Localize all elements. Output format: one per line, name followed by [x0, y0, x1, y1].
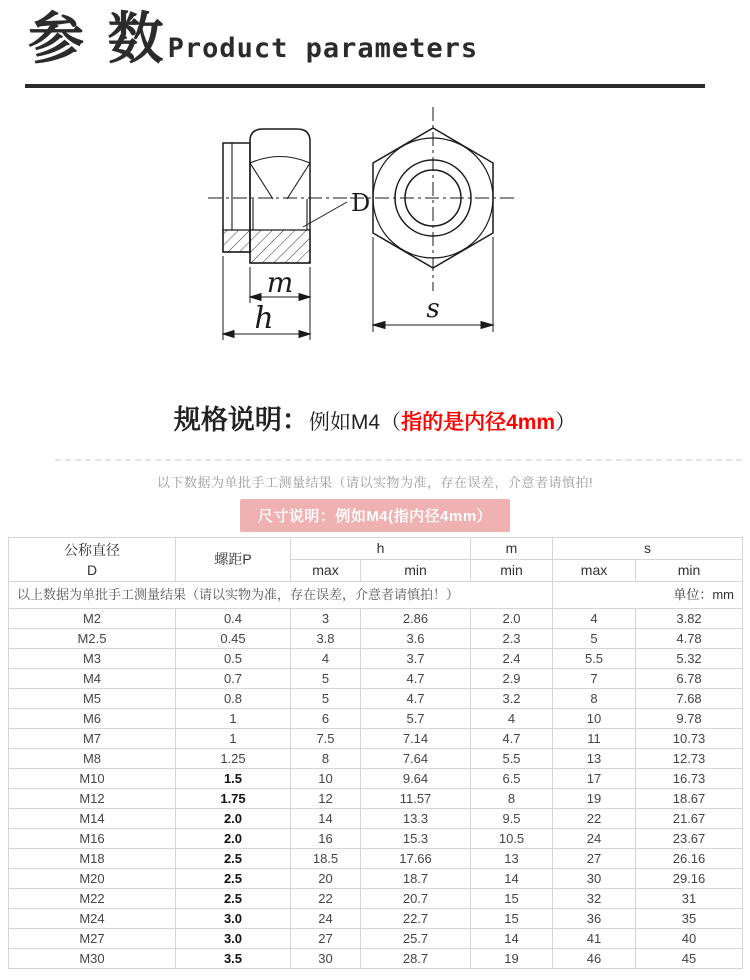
- table-row: [9, 789, 743, 809]
- spec-explanation: [0, 398, 750, 437]
- table-row: [9, 769, 743, 789]
- cell-pitch: 1.75: [176, 789, 291, 809]
- cell-s-max: 24: [553, 829, 636, 849]
- cell-h-min: 4.7: [361, 689, 471, 709]
- cell-pitch: 2.5: [176, 869, 291, 889]
- table-row: [9, 709, 743, 729]
- cell-h-max: 27: [291, 929, 361, 949]
- cell-h-min: 9.64: [361, 769, 471, 789]
- spec-suffix: ）: [555, 411, 577, 434]
- cell-s-max: 5.5: [553, 649, 636, 669]
- cell-s-max: 27: [553, 849, 636, 869]
- cell-h-max: 30: [291, 949, 361, 969]
- cell-d: M22: [9, 889, 176, 909]
- cell-s-min: 5.32: [636, 649, 743, 669]
- cell-s-max: 32: [553, 889, 636, 909]
- page-header: [28, 8, 478, 70]
- cell-d: M3: [9, 649, 176, 669]
- table-row: [9, 609, 743, 629]
- measurement-disclaimer: 以下数据为单批手工测量结果（请以实物为准，存在误差，介意者请慎拍!: [156, 475, 594, 490]
- cell-h-max: 12: [291, 789, 361, 809]
- cell-m-min: 2.4: [471, 649, 553, 669]
- cell-m-min: 9.5: [471, 809, 553, 829]
- cell-pitch: 3.0: [176, 909, 291, 929]
- dim-label-d: D: [351, 189, 371, 217]
- cell-pitch: 3.5: [176, 949, 291, 969]
- cell-m-min: 10.5: [471, 829, 553, 849]
- cell-pitch: 0.7: [176, 669, 291, 689]
- cell-s-min: 4.78: [636, 629, 743, 649]
- cell-s-min: 35: [636, 909, 743, 929]
- cell-m-min: 15: [471, 889, 553, 909]
- cell-h-min: 4.7: [361, 669, 471, 689]
- cell-h-max: 7.5: [291, 729, 361, 749]
- col-header-diameter-symbol: D: [86, 561, 98, 578]
- cell-pitch: 0.4: [176, 609, 291, 629]
- cell-m-min: 15: [471, 909, 553, 929]
- cell-s-min: 7.68: [636, 689, 743, 709]
- cell-m-min: 2.9: [471, 669, 553, 689]
- cell-s-min: 10.73: [636, 729, 743, 749]
- cell-h-max: 16: [291, 829, 361, 849]
- cell-h-max: 22: [291, 889, 361, 909]
- side-section-view: [208, 129, 362, 263]
- cell-s-min: 45: [636, 949, 743, 969]
- cell-h-max: 14: [291, 809, 361, 829]
- cell-h-min: 25.7: [361, 929, 471, 949]
- page-title-cn: 参 数: [28, 7, 168, 70]
- cell-h-max: 20: [291, 869, 361, 889]
- cell-h-max: 24: [291, 909, 361, 929]
- cell-d: M27: [9, 929, 176, 949]
- cell-h-min: 7.14: [361, 729, 471, 749]
- cell-d: M30: [9, 949, 176, 969]
- cell-s-max: 46: [553, 949, 636, 969]
- cell-m-min: 2.0: [471, 609, 553, 629]
- cell-pitch: 2.0: [176, 809, 291, 829]
- cell-d: M6: [9, 709, 176, 729]
- cell-s-max: 13: [553, 749, 636, 769]
- table-row: [9, 909, 743, 929]
- table-row: [9, 749, 743, 769]
- cell-h-max: 6: [291, 709, 361, 729]
- subcol-m-min: min: [471, 560, 553, 582]
- table-row: [9, 889, 743, 909]
- cell-d: M24: [9, 909, 176, 929]
- cell-d: M8: [9, 749, 176, 769]
- cell-s-max: 5: [553, 629, 636, 649]
- cell-h-max: 5: [291, 689, 361, 709]
- header-divider: [25, 84, 705, 88]
- spec-highlight-red: 指的是内径4mm: [401, 411, 556, 434]
- subcol-s-min: min: [636, 560, 743, 582]
- cell-d: M14: [9, 809, 176, 829]
- cell-h-min: 3.6: [361, 629, 471, 649]
- cell-s-min: 31: [636, 889, 743, 909]
- dashed-divider: [55, 459, 742, 461]
- front-view: [350, 107, 516, 291]
- cell-h-min: 28.7: [361, 949, 471, 969]
- cell-m-min: 8: [471, 789, 553, 809]
- cell-h-max: 10: [291, 769, 361, 789]
- cell-s-max: 11: [553, 729, 636, 749]
- cell-m-min: 2.3: [471, 629, 553, 649]
- cell-pitch: 0.45: [176, 629, 291, 649]
- lock-nut-technical-drawing: [0, 95, 750, 400]
- col-header-h: h: [291, 538, 471, 560]
- table-row: [9, 649, 743, 669]
- table-row: [9, 729, 743, 749]
- table-row: [9, 869, 743, 889]
- cell-m-min: 4.7: [471, 729, 553, 749]
- cell-d: M10: [9, 769, 176, 789]
- size-note-badge: 尺寸说明：例如M4(指内径4mm）: [240, 499, 510, 532]
- cell-h-min: 13.3: [361, 809, 471, 829]
- cell-pitch: 1: [176, 729, 291, 749]
- cell-s-min: 16.73: [636, 769, 743, 789]
- table-row: [9, 849, 743, 869]
- cell-pitch: 0.5: [176, 649, 291, 669]
- table-row: [9, 669, 743, 689]
- cell-s-min: 21.67: [636, 809, 743, 829]
- table-unit: 单位：mm: [553, 582, 743, 609]
- cell-s-max: 7: [553, 669, 636, 689]
- cell-s-max: 30: [553, 869, 636, 889]
- cell-h-min: 5.7: [361, 709, 471, 729]
- cell-h-min: 20.7: [361, 889, 471, 909]
- cell-pitch: 1.5: [176, 769, 291, 789]
- cell-s-max: 22: [553, 809, 636, 829]
- cell-pitch: 2.5: [176, 849, 291, 869]
- cell-pitch: 1: [176, 709, 291, 729]
- size-badge-wrap: [0, 499, 750, 532]
- subcol-s-max: max: [553, 560, 636, 582]
- cell-pitch: 0.8: [176, 689, 291, 709]
- cell-h-max: 4: [291, 649, 361, 669]
- cell-m-min: 14: [471, 929, 553, 949]
- cell-h-min: 22.7: [361, 909, 471, 929]
- cell-s-min: 6.78: [636, 669, 743, 689]
- cell-h-max: 5: [291, 669, 361, 689]
- cell-m-min: 6.5: [471, 769, 553, 789]
- table-note-row: [9, 582, 743, 609]
- cell-h-min: 17.66: [361, 849, 471, 869]
- table-row: [9, 689, 743, 709]
- table-row: [9, 929, 743, 949]
- cell-pitch: 2.0: [176, 829, 291, 849]
- cell-s-max: 41: [553, 929, 636, 949]
- dim-label-s: s: [426, 294, 440, 324]
- cell-h-min: 7.64: [361, 749, 471, 769]
- spec-prefix: 例如M4（: [308, 411, 402, 434]
- cell-s-min: 23.67: [636, 829, 743, 849]
- table-row: [9, 829, 743, 849]
- dim-label-m: m: [266, 266, 294, 299]
- cell-s-max: 17: [553, 769, 636, 789]
- cell-s-min: 9.78: [636, 709, 743, 729]
- cell-d: M2.5: [9, 629, 176, 649]
- cell-s-max: 10: [553, 709, 636, 729]
- table-row: [9, 629, 743, 649]
- table-note: 以上数据为单批手工测量结果（请以实物为准，存在误差，介意者请慎拍！）: [9, 582, 553, 609]
- cell-d: M5: [9, 689, 176, 709]
- col-header-pitch: 螺距P: [176, 538, 291, 582]
- cell-h-min: 2.86: [361, 609, 471, 629]
- cell-s-min: 29.16: [636, 869, 743, 889]
- cell-m-min: 3.2: [471, 689, 553, 709]
- col-header-diameter: [9, 538, 176, 582]
- cell-h-min: 18.7: [361, 869, 471, 889]
- spec-label: 规格说明：: [173, 405, 309, 435]
- cell-h-min: 3.7: [361, 649, 471, 669]
- cell-d: M2: [9, 609, 176, 629]
- cell-s-max: 36: [553, 909, 636, 929]
- cell-d: M20: [9, 869, 176, 889]
- table-header-row-1: [9, 538, 743, 560]
- cell-d: M7: [9, 729, 176, 749]
- table-row: [9, 949, 743, 969]
- cell-h-max: 8: [291, 749, 361, 769]
- cell-s-max: 8: [553, 689, 636, 709]
- cell-s-max: 4: [553, 609, 636, 629]
- cell-s-max: 19: [553, 789, 636, 809]
- cell-m-min: 19: [471, 949, 553, 969]
- cell-d: M4: [9, 669, 176, 689]
- subcol-h-max: max: [291, 560, 361, 582]
- cell-h-max: 3: [291, 609, 361, 629]
- cell-pitch: 2.5: [176, 889, 291, 909]
- table-row: [9, 809, 743, 829]
- dimensions-table: [8, 537, 743, 969]
- col-header-m: m: [471, 538, 553, 560]
- cell-h-min: 11.57: [361, 789, 471, 809]
- cell-s-min: 18.67: [636, 789, 743, 809]
- cell-h-max: 18.5: [291, 849, 361, 869]
- dim-label-h: h: [254, 301, 274, 336]
- cell-s-min: 40: [636, 929, 743, 949]
- page-title-en: Product parameters: [167, 32, 479, 64]
- cell-pitch: 3.0: [176, 929, 291, 949]
- col-header-s: s: [553, 538, 743, 560]
- cell-h-min: 15.3: [361, 829, 471, 849]
- cell-h-max: 3.8: [291, 629, 361, 649]
- cell-m-min: 14: [471, 869, 553, 889]
- cell-d: M18: [9, 849, 176, 869]
- cell-s-min: 12.73: [636, 749, 743, 769]
- cell-s-min: 26.16: [636, 849, 743, 869]
- subcol-h-min: min: [361, 560, 471, 582]
- cell-m-min: 4: [471, 709, 553, 729]
- col-header-diameter-cn: 公称直径: [64, 541, 120, 558]
- cell-d: M16: [9, 829, 176, 849]
- cell-pitch: 1.25: [176, 749, 291, 769]
- cell-s-min: 3.82: [636, 609, 743, 629]
- cell-m-min: 13: [471, 849, 553, 869]
- cell-d: M12: [9, 789, 176, 809]
- cell-m-min: 5.5: [471, 749, 553, 769]
